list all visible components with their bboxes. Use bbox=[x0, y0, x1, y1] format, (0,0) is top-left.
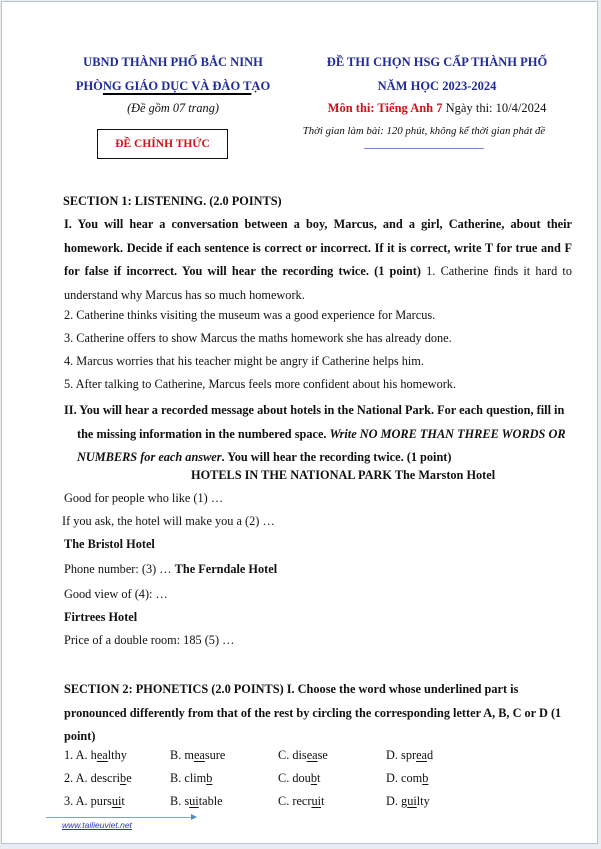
underlined-part: ea bbox=[306, 748, 318, 762]
exam-title: ĐỀ THI CHỌN HSG CẤP THÀNH PHỐ bbox=[326, 55, 548, 69]
word-part: t bbox=[316, 771, 321, 785]
footer-arrow-icon bbox=[191, 814, 197, 820]
option-letter: C. bbox=[278, 748, 293, 762]
authority-name: UBND THÀNH PHỐ BẮC NINH bbox=[83, 55, 263, 69]
underlined-part: b bbox=[310, 771, 317, 785]
phonetics-question-row bbox=[64, 794, 484, 810]
phone-line bbox=[64, 562, 277, 577]
part1-instruction-text: I. You will hear a conversation between a boy, Marcus, and a girl, Catherine, about their homework. Decide if each sentence is correct or incorrect. If it is correct, write T for true and F for false if incorrect. You will hear the recording twice. (1 point) bbox=[64, 217, 572, 278]
word-part: e bbox=[126, 771, 132, 785]
phone-number-label: Phone number: (3) … bbox=[64, 562, 175, 576]
word-part: recr bbox=[292, 794, 312, 808]
underlined-part: ui bbox=[111, 794, 122, 808]
answer-option-b[interactable] bbox=[170, 748, 225, 763]
ferndale-hotel-heading: The Ferndale Hotel bbox=[174, 562, 278, 576]
option-letter: B. bbox=[170, 794, 185, 808]
underlined-part: ea bbox=[96, 748, 108, 762]
word-part: t bbox=[321, 794, 325, 808]
listening-item-1: 1. Catherine finds it hard to understand why Marcus has so much homework. bbox=[64, 264, 572, 302]
option-letter: D. bbox=[386, 794, 402, 808]
hotel-line-2: If you ask, the hotel will make you a (2) … bbox=[62, 514, 275, 528]
underlined-part: ui bbox=[311, 794, 322, 808]
department-name bbox=[62, 79, 284, 94]
option-letter: B. bbox=[170, 771, 185, 785]
phonetics-question-row bbox=[64, 748, 484, 764]
word-part: sure bbox=[204, 748, 226, 762]
page-count-note: (Đề gồm 07 trang) bbox=[127, 101, 219, 115]
official-stamp-box bbox=[97, 129, 228, 159]
option-letter: C. bbox=[278, 794, 293, 808]
answer-option-d[interactable] bbox=[386, 748, 433, 763]
answer-option-a[interactable] bbox=[64, 748, 127, 763]
answer-option-a[interactable] bbox=[64, 794, 125, 809]
option-letter: D. bbox=[386, 748, 402, 762]
word-part: g bbox=[401, 794, 408, 808]
department-name-suffix: ẠO bbox=[251, 79, 271, 93]
word-part: m bbox=[184, 748, 194, 762]
phonetics-question-row bbox=[64, 771, 484, 787]
word-part: s bbox=[184, 794, 190, 808]
answer-option-d[interactable] bbox=[386, 794, 430, 809]
section1-part1-instruction bbox=[64, 213, 572, 307]
listening-item-3: 3. Catherine offers to show Marcus the maths homework she has already done. bbox=[64, 331, 452, 345]
answer-option-b[interactable] bbox=[170, 794, 223, 809]
question-number: 2. A. bbox=[64, 771, 91, 785]
word-part: t bbox=[121, 794, 125, 808]
underlined-part: b bbox=[120, 771, 127, 785]
answer-option-c[interactable] bbox=[278, 771, 320, 786]
listening-item-4: 4. Marcus worries that his teacher might be angry if Catherine helps him. bbox=[64, 354, 424, 368]
document-page bbox=[1, 1, 598, 844]
exam-date: Ngày thi: 10/4/2024 bbox=[442, 101, 547, 115]
word-part: com bbox=[401, 771, 423, 785]
subject-date-line bbox=[292, 101, 582, 116]
part2-instruction-bold: II. You will hear a recorded message about hotels in the National Park. For each question, fill in the missing information in the numbered space. bbox=[64, 403, 565, 441]
question-number: 1. A. bbox=[64, 748, 91, 762]
answer-option-a[interactable] bbox=[64, 771, 132, 786]
price-line: Price of a double room: 185 (5) … bbox=[64, 633, 235, 647]
listening-item-5: 5. After talking to Catherine, Marcus feels more confident about his homework. bbox=[64, 377, 457, 391]
option-letter: B. bbox=[170, 748, 185, 762]
footer-website-link[interactable]: www.tailieuviet.net bbox=[62, 820, 132, 830]
word-part: se bbox=[317, 748, 328, 762]
word-part: h bbox=[90, 748, 97, 762]
department-name-underlined: NG GIÁO DỤC VÀ ĐÀO T bbox=[102, 79, 252, 93]
answer-option-b[interactable] bbox=[170, 771, 212, 786]
answer-option-c[interactable] bbox=[278, 748, 328, 763]
subject-label: Môn thi: Tiếng Anh 7 bbox=[327, 101, 443, 115]
underlined-part: b bbox=[206, 771, 213, 785]
answer-option-d[interactable] bbox=[386, 771, 428, 786]
time-note: Thời gian làm bài: 120 phút, không kể thời gian phát đề bbox=[302, 125, 546, 137]
hotels-heading: HOTELS IN THE NATIONAL PARK The Marston Hotel bbox=[191, 468, 496, 482]
word-part: lthy bbox=[107, 748, 127, 762]
word-part: spr bbox=[401, 748, 417, 762]
firtrees-hotel-heading: Firtrees Hotel bbox=[64, 610, 138, 624]
section1-title: SECTION 1: LISTENING. (2.0 POINTS) bbox=[63, 194, 282, 208]
official-label: ĐỀ CHÍNH THỨC bbox=[115, 138, 210, 150]
word-part: purs bbox=[90, 794, 112, 808]
view-line: Good view of (4): … bbox=[64, 587, 168, 601]
department-name-prefix: PHÒ bbox=[75, 79, 103, 93]
footer-arrow-line bbox=[46, 817, 194, 818]
hotel-line-1: Good for people who like (1) … bbox=[64, 491, 224, 505]
part2-instruction-italic: Write NO MORE THAN THREE WORDS OR NUMBERS for each answer bbox=[77, 426, 566, 464]
word-part: dou bbox=[292, 771, 311, 785]
word-part: d bbox=[426, 748, 434, 762]
section1-part2-instruction bbox=[64, 399, 577, 470]
underlined-part: ea bbox=[193, 748, 205, 762]
word-part: clim bbox=[184, 771, 207, 785]
underlined-part: ui bbox=[407, 794, 417, 808]
word-part: table bbox=[198, 794, 223, 808]
listening-item-2: 2. Catherine thinks visiting the museum was a good experience for Marcus. bbox=[64, 308, 436, 322]
option-letter: D. bbox=[386, 771, 402, 785]
option-letter: C. bbox=[278, 771, 293, 785]
underlined-part: ea bbox=[416, 748, 427, 762]
question-number: 3. A. bbox=[64, 794, 91, 808]
part2-instruction-tail: . You will hear the recording twice. (1 point) bbox=[221, 450, 452, 464]
word-part: dis bbox=[292, 748, 307, 762]
underlined-part: ui bbox=[189, 794, 199, 808]
bristol-hotel-heading: The Bristol Hotel bbox=[64, 537, 155, 551]
word-part: descri bbox=[90, 771, 121, 785]
word-part: lty bbox=[416, 794, 430, 808]
header-divider bbox=[364, 148, 484, 149]
section2-title: SECTION 2: PHONETICS (2.0 POINTS) I. Choose the word whose underlined part is pronounced differently from that of the rest by circling the corresponding letter A, B, C or D (1 point) bbox=[64, 682, 562, 743]
underlined-part: b bbox=[422, 771, 429, 785]
school-year: NĂM HỌC 2023-2024 bbox=[377, 79, 497, 93]
answer-option-c[interactable] bbox=[278, 794, 324, 809]
